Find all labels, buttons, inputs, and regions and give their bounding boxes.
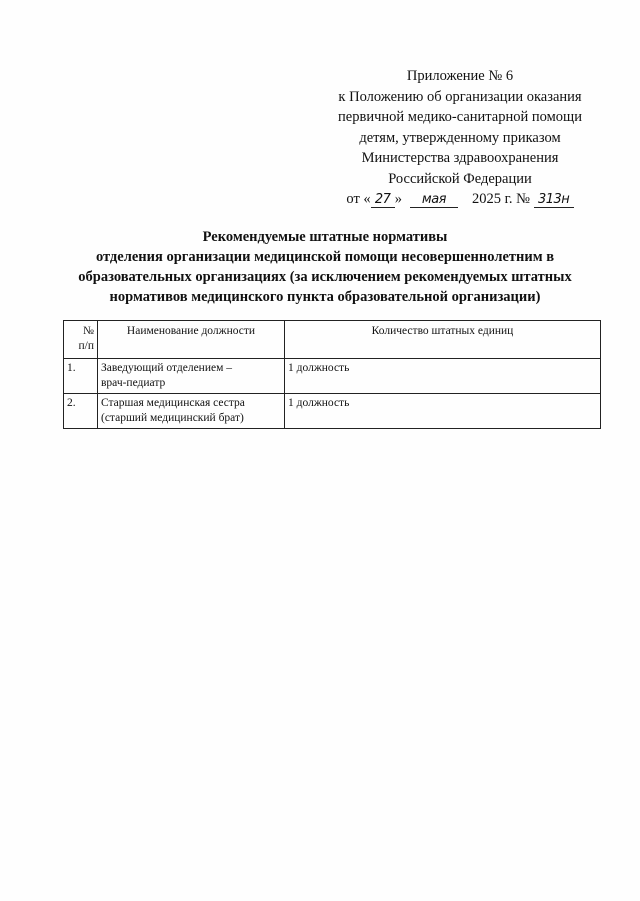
staffing-table [63,320,601,429]
row-number: 1. [64,359,98,394]
row-position-line: врач-педиатр [101,377,166,389]
heading-line: образовательных организациях (за исключением рекомендуемых штатных [78,269,572,285]
order-date-line [300,189,620,210]
order-date-prefix: от « [346,191,371,207]
row-position [98,394,285,429]
appendix-line: к Положению об организации оказания [338,88,582,105]
table-row [64,359,601,394]
heading-line: отделения организации медицинской помощи несовершеннолетним в [95,249,555,265]
table-header-row [64,321,601,359]
row-position [98,359,285,394]
appendix-block [300,66,620,210]
row-position-line: (старший медицинский брат) [101,412,244,424]
order-date-mid: » [394,191,402,207]
row-count: 1 должность [285,359,601,394]
row-number: 2. [64,394,98,429]
order-year-text: 2025 г. № [471,191,530,207]
order-month-handwritten: мая [410,192,458,208]
table-row [64,394,601,429]
header-count: Количество штатных единиц [285,321,601,359]
appendix-line: детям, утвержденному приказом [359,129,561,146]
row-count: 1 должность [285,394,601,429]
header-number-line: п/п [78,340,94,352]
appendix-title: Приложение № 6 [406,68,514,84]
order-day-handwritten: 27 [371,192,395,208]
appendix-line: первичной медико-санитарной помощи [338,109,582,125]
header-position: Наименование должности [98,321,285,359]
heading-line: нормативов медицинского пункта образовательной организации) [109,289,541,305]
header-number-line: № [83,325,94,337]
heading-line: Рекомендуемые штатные нормативы [202,229,448,245]
row-position-line: Старшая медицинская сестра [101,397,245,409]
appendix-line: Российской Федерации [388,170,532,187]
document-heading [40,227,610,307]
order-number-handwritten: 313н [534,192,574,208]
header-number [64,321,98,359]
row-position-line: Заведующий отделением – [101,362,232,374]
appendix-line: Министерства здравоохранения [361,150,559,166]
